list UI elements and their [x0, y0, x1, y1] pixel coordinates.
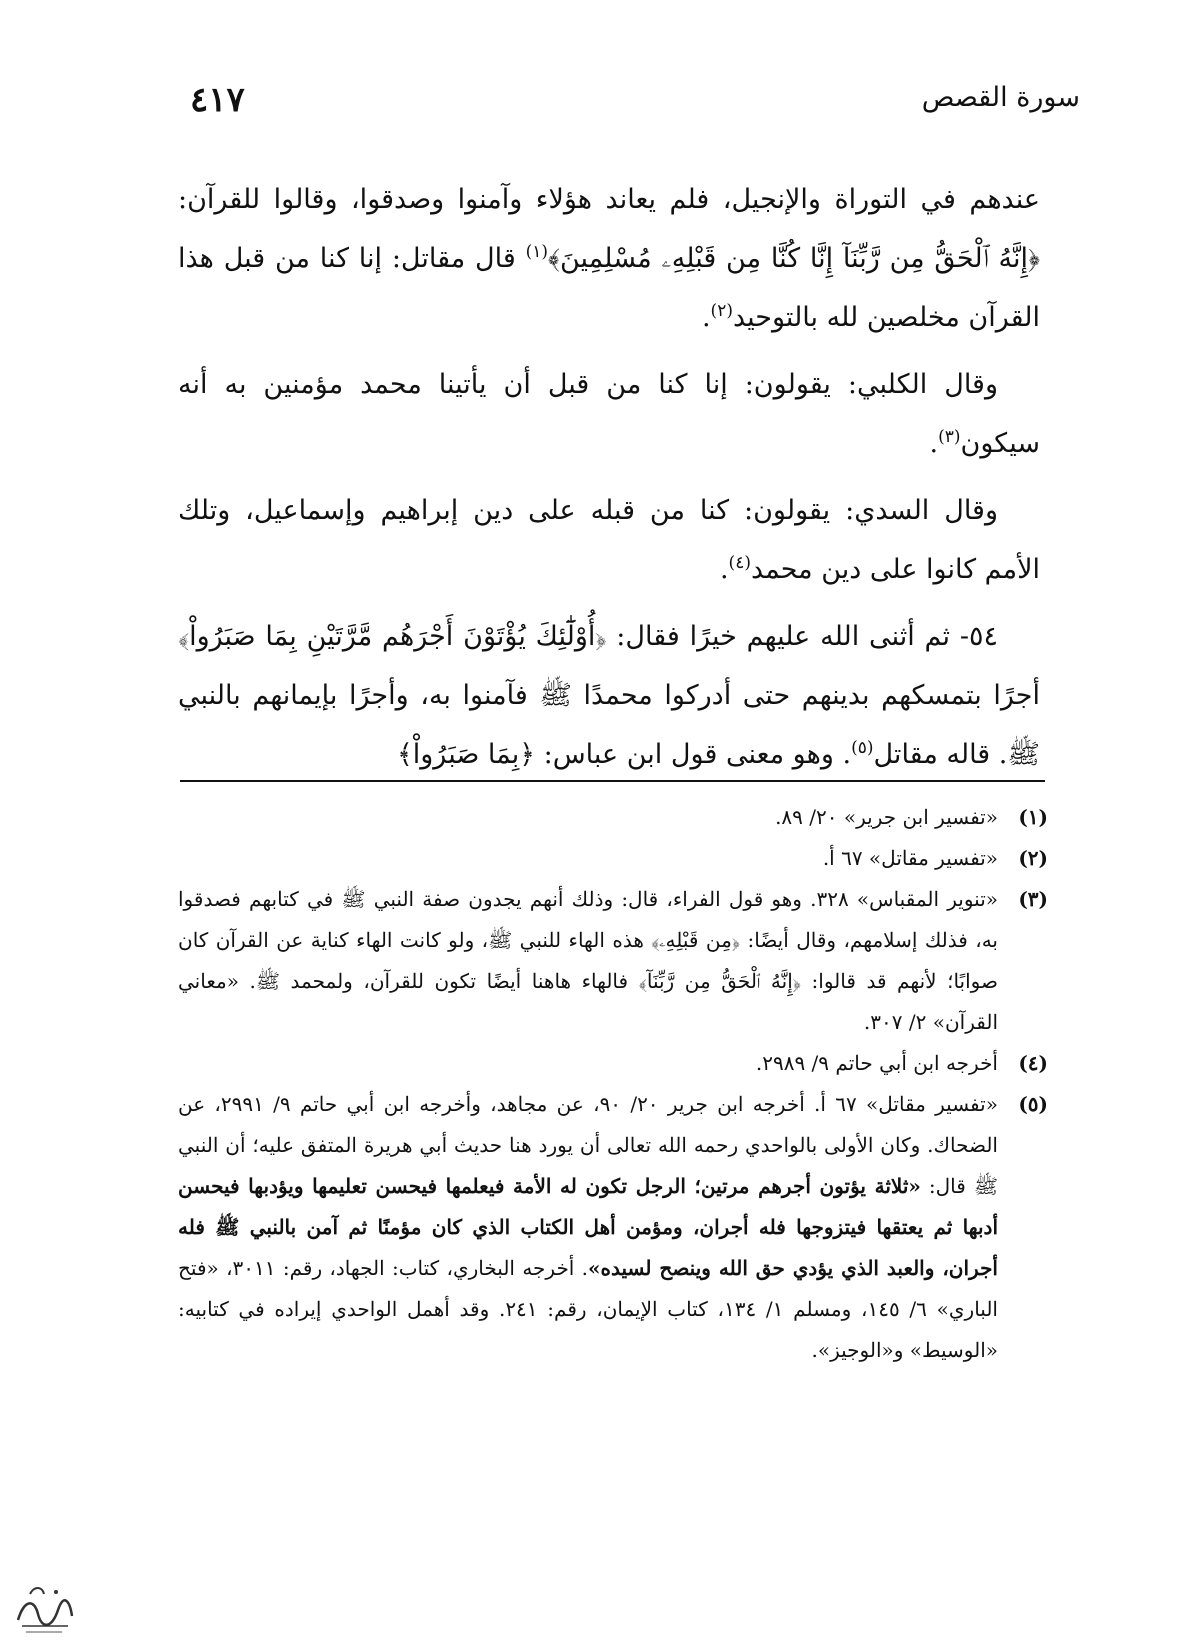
page-number: ٤١٧ — [190, 80, 245, 120]
quran-verse: ﴿إِنَّهُ ٱلْحَقُّ مِن رَّبِّنَآ إِنَّا كُنَّا مِن قَبْلِهِۦ مُسْلِمِينَ﴾ — [547, 243, 1040, 274]
paragraph-2: وقال الكلبي: يقولون: إنا كنا من قبل أن يأتينا محمد مؤمنين به أنه سيكون$^{(٣)}$. — [178, 369, 1040, 459]
page-header — [180, 82, 1080, 122]
footnote-3 — [178, 879, 1048, 1043]
paragraph-3: وقال السدي: يقولون: كنا من قبله على دين إبراهيم وإسماعيل، وتلك الأمم كانوا على دين محمد$^{(٤)}$. — [178, 495, 1040, 585]
footnote-1 — [178, 797, 1048, 838]
footnote-ref: (٣) — [938, 427, 961, 447]
footnotes — [178, 797, 1048, 1371]
footnote-divider — [180, 780, 1045, 782]
text-span: . وهو معنى قول ابن عباس: — [535, 739, 852, 770]
text-span: أجرًا بتمسكهم بدينهم حتى أدركوا محمدًا ﷺ فآمنوا به، وأجرًا بإيمانهم بالنبي ﷺ. قاله مقاتل — [178, 680, 1040, 770]
footnote-ref: (١) — [525, 242, 548, 262]
footnote-ref: (٥) — [851, 738, 874, 758]
quran-verse: ﴿أُوْلَٰٓئِكَ يُؤْتَوْنَ أَجْرَهُم مَّرَّتَيْنِ بِمَا صَبَرُواْ﴾ — [178, 621, 607, 652]
footnote-text: «تفسير مقاتل» ٦٧ أ. — [822, 846, 998, 870]
footnote-number: (١) — [1018, 805, 1048, 829]
paragraph-4 — [178, 607, 1040, 784]
main-text — [178, 170, 1040, 792]
footnote-number: (٤) — [1018, 1051, 1048, 1075]
footnote-5 — [178, 1084, 1048, 1371]
footnote-text: «تنوير المقباس» ٣٢٨. وهو قول الفراء، قال: وذلك أنهم يجدون صفة النبي ﷺ في كتابهم فصدقوا به، فذلك إسلامهم، وقال أيضًا: ﴿مِن قَبْلِهِۦ﴾ هذه الهاء للنبي ﷺ، ولو كانت الهاء كناية عن القرآن كان صوابًا؛ لأنهم قد قالوا: ﴿إِنَّهُ ٱلْحَقُّ مِن رَّبِّنَآ﴾ فالهاء هاهنا أيضًا تكون للقرآن، ولمحمد ﷺ. «معاني القرآن» ٢/ ٣٠٧. — [178, 887, 999, 1034]
footnote-text: «تفسير ابن جرير» ٢٠/ ٨٩. — [775, 805, 998, 829]
surah-title: سورة القصص — [921, 82, 1080, 113]
text-span: وقال السدي: يقولون: كنا من قبله على دين إبراهيم وإسماعيل، وتلك الأمم كانوا على دين محمد — [178, 495, 1040, 585]
footnote-4 — [178, 1043, 1048, 1084]
hadith-quote: «ثلاثة يؤتون أجرهم مرتين؛ الرجل تكون له الأمة فيعلمها فيحسن تعليمها ويؤدبها فيحسن أدبها ثم يعتقها فيتزوجها فله أجران، ومؤمن أهل الكتاب الذي كان مؤمنًا ثم آمن بالنبي ﷺ فله أجران، والعبد الذي يؤدي حق الله وينصح لسيده» — [178, 1174, 998, 1280]
text-span: وقال الكلبي: يقولون: إنا كنا من قبل أن يأتينا محمد مؤمنين به أنه سيكون — [178, 369, 1040, 459]
footnote-text: «تفسير مقاتل» ٦٧ أ. أخرجه ابن جرير ٢٠/ ٩٠، عن مجاهد، وأخرجه ابن أبي حاتم ٩/ ٢٩٩١، عن الضحاك. وكان الأولى بالواحدي رحمه الله تعالى أن يورد هنا حديث أبي هريرة المتفق عليه؛ أن النبي ﷺ قال: — [178, 1092, 998, 1198]
footnote-number: (٢) — [1018, 846, 1048, 870]
publisher-logo — [12, 1580, 76, 1640]
text-span: ٥٤- ثم أثنى الله عليهم خيرًا فقال: — [606, 621, 998, 652]
quran-verse: ﴿بِمَا صَبَرُواْ﴾ — [396, 739, 536, 770]
footnote-ref: (٤) — [728, 553, 751, 573]
footnote-text: . أخرجه البخاري، كتاب: الجهاد، رقم: ٣٠١١، «فتح الباري» ٦/ ١٤٥، ومسلم ١/ ١٣٤، كتاب الإيمان، رقم: ٢٤١. وقد أهمل الواحدي إيراده في كتابيه: «الوسيط» و«الوجيز». — [178, 1256, 998, 1362]
text-span: قال مقاتل: إنا كنا من قبل هذا القرآن مخلصين لله بالتوحيد — [178, 243, 1040, 333]
footnote-text: أخرجه ابن أبي حاتم ٩/ ٢٩٨٩. — [755, 1051, 998, 1075]
footnote-number: (٥) — [1018, 1092, 1048, 1116]
footnote-2 — [178, 838, 1048, 879]
paragraph-1: عندهم في التوراة والإنجيل، فلم يعاند هؤلاء وآمنوا وصدقوا، وقالوا للقرآن: ﴿إِنَّهُ ٱلْحَقُّ مِن رَّبِّنَآ إِنَّا كُنَّا مِن قَبْلِهِۦ مُسْلِمِينَ﴾$^{(١)}$ قال مقاتل: إنا كنا من قبل هذا القرآن مخلصين لله بالتوحيد$^{(٢)}$. — [178, 184, 1040, 333]
footnote-ref: (٢) — [710, 301, 733, 321]
text-span: عندهم في التوراة والإنجيل، فلم يعاند هؤلاء وآمنوا وصدقوا، وقالوا للقرآن: — [178, 184, 1040, 215]
footnote-number: (٣) — [1018, 887, 1048, 911]
